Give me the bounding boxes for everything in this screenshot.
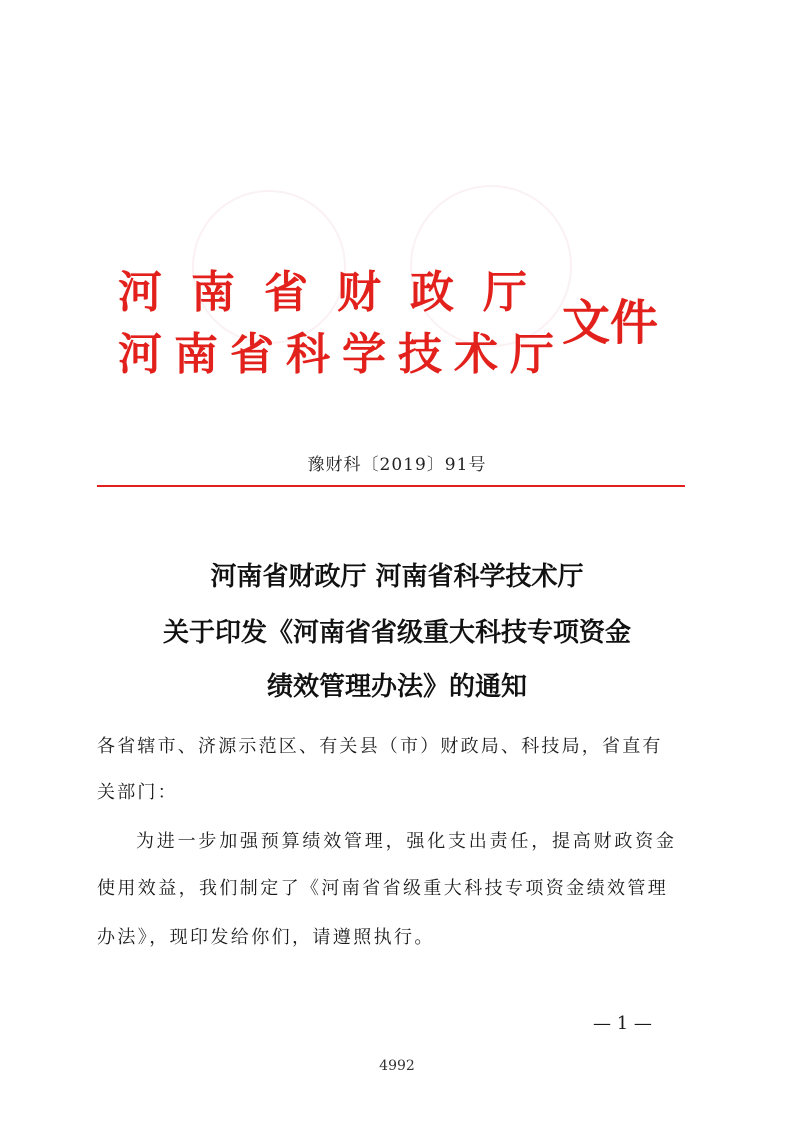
stamp-number: 4992 bbox=[379, 1058, 415, 1074]
recipients-line-2: 关部门： bbox=[97, 782, 178, 803]
issuer-finance-department: 河南省财政厅 bbox=[118, 267, 556, 318]
title-line-1: 河南省财政厅 河南省科学技术厅 bbox=[210, 562, 584, 592]
recipients-line-1: 各省辖市、济源示范区、有关县（市）财政局、科技局，省直有 bbox=[97, 736, 663, 757]
paragraph-line-2: 使用效益，我们制定了《河南省省级重大科技专项资金绩效管理 bbox=[97, 878, 669, 899]
issuer-science-technology-department: 河南省科学技术厅 bbox=[118, 329, 566, 380]
document-type-label: 文件 bbox=[562, 295, 659, 351]
faint-seal-right bbox=[410, 185, 572, 347]
red-divider-line bbox=[97, 485, 685, 487]
title-line-2: 关于印发《河南省省级重大科技专项资金 bbox=[162, 618, 631, 648]
title-line-3: 绩效管理办法》的通知 bbox=[266, 672, 527, 702]
page-number: — 1 — bbox=[593, 1013, 652, 1034]
paragraph-line-1: 为进一步加强预算绩效管理，强化支出责任，提高财政资金 bbox=[136, 831, 677, 852]
paragraph-line-3: 办法》，现印发给你们，请遵照执行。 bbox=[97, 927, 435, 948]
document-number: 豫财科〔2019〕91号 bbox=[307, 455, 487, 475]
